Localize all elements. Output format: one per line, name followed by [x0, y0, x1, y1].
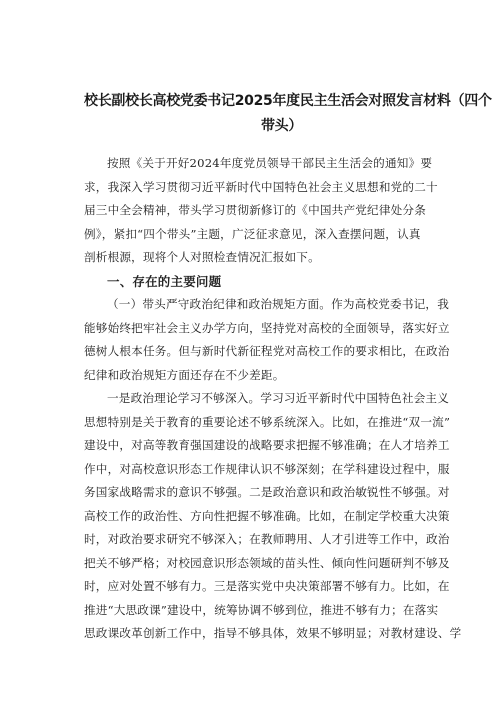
paragraph-line: 纪律和政治规矩方面还存在不少差距。 — [84, 367, 285, 382]
paragraph-line: 例》，紧扣“四个带头”主题，广泛征求意见，深入查摆问题，认真 — [84, 226, 421, 241]
document-title — [84, 89, 492, 139]
title-line-2: 带头） — [260, 118, 303, 134]
document-body — [84, 152, 464, 646]
paragraph-line: （一）带头严守政治纪律和政治规矩方面。作为高校党委书记，我 — [107, 297, 450, 311]
paragraph-line: 推进“大思政课”建设中，统筹协调不够到位，推进不够有力；在落实 — [84, 602, 439, 617]
paragraph-line: 求，我深入学习贯彻习近平新时代中国特色社会主义思想和党的二十 — [84, 179, 438, 194]
paragraph-line: 一是政治理论学习不够深入。学习习近平新时代中国特色社会主义 — [107, 391, 450, 405]
paragraph-line: 德树人根本任务。但与新时代新征程党对高校工作的要求相比，在政治 — [84, 344, 450, 358]
paragraph-line: 思政课改革创新工作中，指导不够具体，效果不够明显；对教材建设、学 — [84, 626, 462, 640]
paragraph-line: 高校工作的政治性、方向性把握不够准确。比如，在制定学校重大决策 — [84, 508, 450, 523]
paragraph-line: 能够始终把牢社会主义办学方向，坚持党对高校的全面领导，落实好立 — [84, 320, 450, 335]
paragraph-line: 务国家战略需求的意识不够强。二是政治意识和政治敏锐性不够强。对 — [84, 485, 450, 499]
paragraph-line: 剖析根源，现将个人对照检查情况汇报如下。 — [84, 250, 320, 264]
paragraph-line: 作中，对高校意识形态工作规律认识不够深刻；在学科建设过程中，服 — [84, 461, 450, 476]
paragraph-line: 把关不够严格；对校园意识形态领域的苗头性、倾向性问题研判不够及 — [84, 555, 450, 570]
paragraph-line: 届三中全会精神，带头学习贯彻新修订的《中国共产党纪律处分条 — [84, 203, 427, 217]
paragraph-line: 时，对政治要求研究不够深入；在教师聘用、人才引进等工作中，政治 — [84, 532, 450, 546]
paragraph-line: 建设中，对高等教育强国建设的战略要求把握不够准确；在人才培养工 — [84, 438, 450, 452]
paragraph-line: 按照《关于开好2024年度党员领导干部民主生活会的通知》要 — [107, 156, 433, 170]
section-heading: 一、存在的主要问题 — [107, 273, 222, 289]
paragraph-line: 思想特别是关于教育的重要论述不够系统深入。比如，在推进“双一流” — [84, 414, 451, 429]
title-line-1: 校长副校长高校党委书记2025年度民主生活会对照发言材料（四个 — [84, 93, 492, 109]
paragraph-line: 时，应对处置不够有力。三是落实党中央决策部署不够有力。比如，在 — [84, 579, 450, 593]
